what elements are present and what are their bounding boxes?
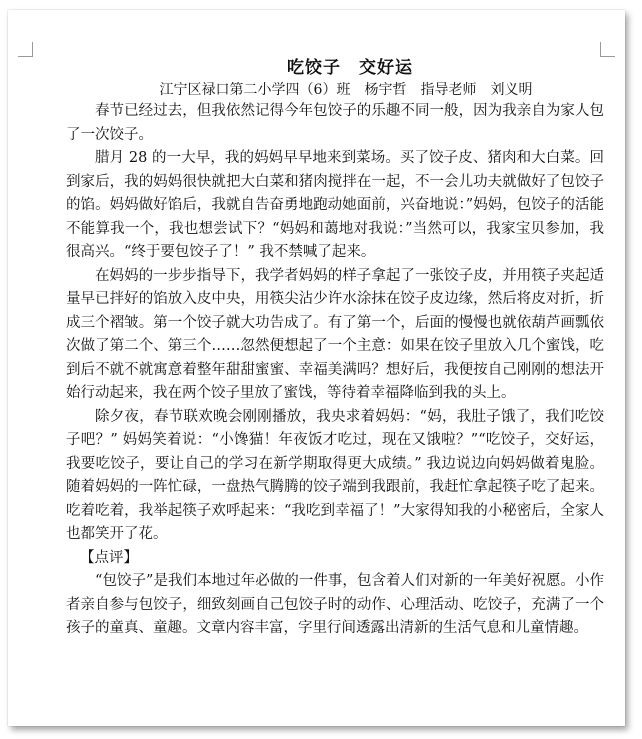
document-page <box>8 10 625 726</box>
article-body <box>66 56 604 641</box>
paragraph-1: 春节已经过去，但我依然记得今年包饺子的乐趣不同一般，因为我亲自为家人包了一次饺子。 <box>66 103 604 143</box>
comment-text: “包饺子”是我们本地过年必做的一件事，包含着人们对新的一年美好祝愿。小作者亲自参与包饺子，细致刻画自己包饺子时的动作、心理活动、吃饺子，充满了一个孩子的童真、童趣。文章内容丰富，字里行间透露出清新的生活气息和儿童情趣。 <box>66 573 604 636</box>
article-title: 吃饺子 交好运 <box>287 58 413 78</box>
crop-mark-top-left <box>18 42 33 57</box>
paragraph-2: 腊月 28 的一大早，我的妈妈早早地来到菜场。买了饺子皮、猪肉和大白菜。回到家后，我的妈妈很快就把大白菜和猪肉搅拌在一起，不一会儿功夫就做好了包饺子的馅。妈妈做好馅后，我就自告奋勇地跑动她面前，兴奋地说：”妈妈，包饺子的活能不能算我一个，我也想尝试下？“妈妈和蔼地对我说：”当然可以，我家宝贝参加，我很高兴。“终于要包饺子了！” 我不禁喊了起来。 <box>66 150 604 260</box>
crop-mark-top-right <box>600 42 615 57</box>
paragraph-4: 除夕夜，春节联欢晚会刚刚播放，我央求着妈妈：“妈，我肚子饿了，我们吃饺子吧？” 妈妈笑着说：“小馋猫！年夜饭才吃过，现在又饿啦？”“吃饺子，交好运，我要吃饺子，要让自己的学习在新学期取得更大成绩。” 我边说边向妈妈做着鬼脸。随着妈妈的一阵忙碌，一盘热气腾腾的饺子端到我跟前，我赶忙拿起筷子吃了起来。吃着吃着，我举起筷子欢呼起来：“我吃到幸福了！”大家得知我的小秘密后，全家人也都笑开了花。 <box>66 408 604 542</box>
comment-heading: 【点评】 <box>80 549 138 566</box>
paragraph-3: 在妈妈的一步步指导下，我学者妈妈的样子拿起了一张饺子皮，并用筷子夹起适量早已拌好的馅放入皮中央，用筷尖沾少许水涂抹在饺子皮边缘，然后将皮对折，折成三个褶皱。第一个饺子就大功告成了。有了第一个，后面的慢慢也就依葫芦画瓢依次做了第二个、第三个……忽然便想起了一个主意：如果在饺子里放入几个蜜饯，吃到后不就不就寓意着整年甜甜蜜蜜、幸福美满吗？想好后，我便按自己刚刚的想法开始行动起来，我在两个饺子里放了蜜饯，等待着幸福降临到我的头上。 <box>66 267 604 401</box>
article-byline: 江宁区禄口第二小学四（6）班 杨宇哲 指导老师 刘义明 <box>159 82 533 98</box>
